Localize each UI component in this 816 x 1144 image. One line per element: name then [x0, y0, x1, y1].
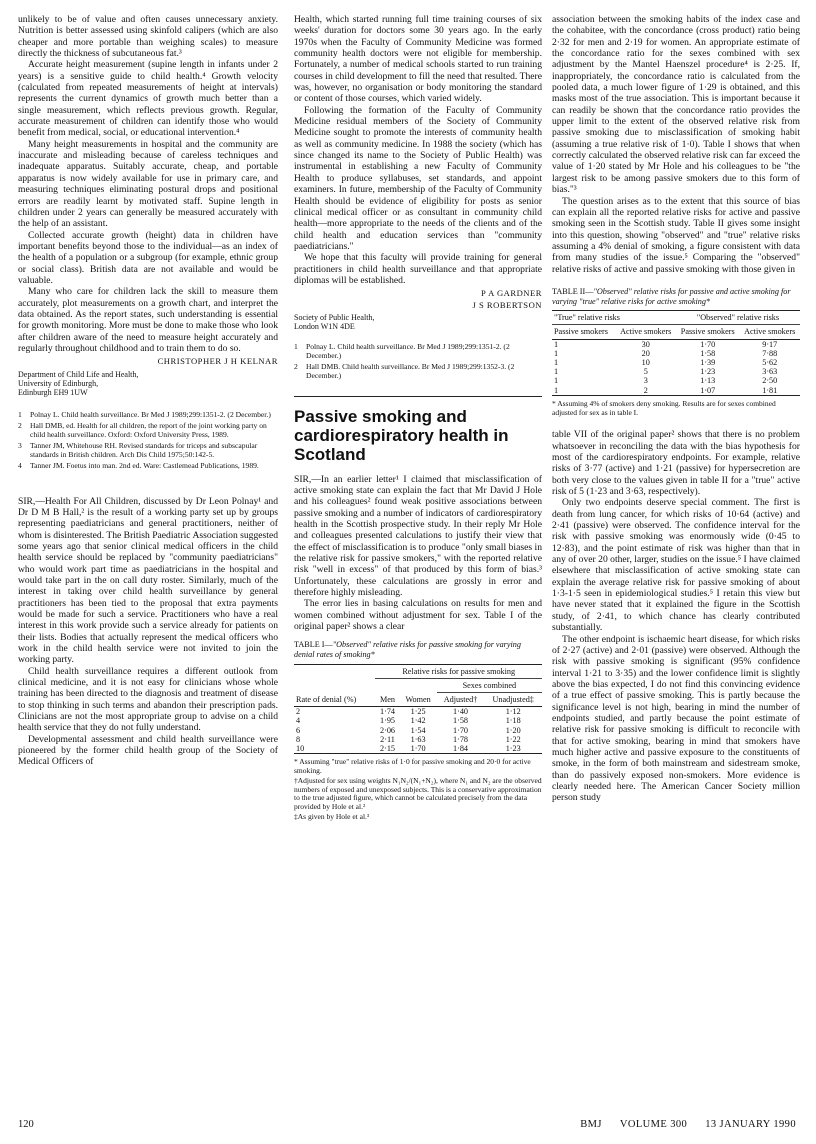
table-cell: 1·39: [700, 357, 716, 367]
column-header: Rate of denial (%): [296, 694, 357, 704]
table-group-header: "True" relative risks: [552, 311, 676, 325]
table-cell: 5: [643, 367, 648, 377]
journal-volume: VOLUME 300: [619, 1119, 688, 1130]
table-cell: 10: [641, 357, 650, 367]
address-line: London W1N 4DE: [294, 322, 355, 332]
paragraph: Collected accurate growth (height) data in children have important benefits beyond those to the individual—as an index of the health of a population or a subgroup (for example, ethnic group or social class). British data are not available and would be valuable.: [18, 229, 278, 286]
references-list: [18, 410, 278, 470]
table-cell: 4: [296, 716, 301, 726]
table-cell: 1·07: [700, 385, 716, 395]
table-cell: 1: [554, 376, 559, 386]
table-group-header: "Observed" relative risks: [676, 311, 800, 325]
table-cell: 3: [643, 376, 648, 386]
table-row: [552, 376, 800, 385]
reference-item: 1 Polnay L. Child health surveillance. Br Med J 1989;299:1351-2. (2 December.): [18, 409, 271, 419]
reference-item: 2 Hall DMB. Child health surveillance. Br Med J 1989;299:1352-3. (2 December.): [294, 361, 515, 380]
table-cell: 7·88: [762, 348, 778, 358]
column-header: Passive smokers: [680, 327, 735, 337]
journal-footer: [580, 1119, 796, 1130]
table-cell: 2·11: [380, 734, 395, 744]
table-cell: 1·54: [410, 725, 426, 735]
references-list: [294, 342, 542, 380]
table-subheader: Sexes combined: [437, 678, 542, 692]
table-cell: 1·18: [505, 716, 521, 726]
table-cell: 1·23: [700, 367, 716, 377]
column-header: Active smokers: [744, 327, 796, 337]
table-cell: 20: [641, 348, 650, 358]
paragraph: Child health surveillance requires a different outlook from clinical medicine, and it is not easy for clinicians whose whole training has been directed to the diagnosis and treatment of disease to stop thinking in such terms and abandon their prescription pads. Clinicians are not the most appropriate group to advise on a child health service that they do not fully understand.: [18, 665, 278, 734]
column-3: [552, 14, 800, 804]
column-1: [18, 14, 278, 768]
table-cell: 1·12: [505, 707, 521, 717]
paragraph: The error lies in basing calculations on results for men and women combined without adjustment for sex. Table I of the original paper² shows a clear: [294, 598, 542, 632]
table-row: [294, 707, 542, 717]
address-line: Society of Public Health,: [294, 312, 375, 322]
table-cell: 1·74: [380, 707, 396, 717]
table-cell: 1·63: [410, 734, 426, 744]
column-header: Men: [380, 694, 396, 704]
table-cell: 1·22: [505, 734, 521, 744]
table-cell: 2: [643, 385, 648, 395]
table-cell: 2·15: [380, 743, 396, 753]
journal-name: BMJ: [580, 1119, 602, 1130]
table-cell: 8: [296, 734, 301, 744]
table-note: * Assuming "true" relative risks of 1·0 for passive smoking and 20·0 for active smoking.: [294, 757, 531, 775]
table-row: [552, 386, 800, 396]
table-row: [552, 358, 800, 367]
table-cell: 1·13: [700, 376, 716, 386]
letter-heading: Passive smoking and cardiorespiratory health in Scotland: [294, 406, 509, 464]
table-cell: 1·23: [505, 743, 521, 753]
table-cell: 30: [641, 339, 650, 349]
address-line: Edinburgh EH9 1UW: [18, 388, 88, 398]
address-line: Department of Child Life and Health,: [18, 369, 139, 379]
table-cell: 6: [296, 725, 301, 735]
table-2-notes: * Assuming 4% of smokers deny smoking. Results are for sexes combined adjusted for sex as in table I.: [552, 398, 776, 417]
paragraph: association between the smoking habits of the index case and the cohabitee, with the concordance (cross product) ratio being 2·32 for men and 2·19 for women. An appropriate estimate of the concordance ratio for the sexes combined with sex adjustment by the Mantel Haenszel procedure⁴ is 2·25. If, inappropriately, the concordance ratio is calculated from the pooled data, a much lower figure of 1·29 is obtained, and this masks most of the true association. This is important because it can readily be shown that the concordance ratio provides the upper limit to the extent of the observed relative risk from passive smoking due to misclassification of smoking habit (assuming a true relative risk of 1·0). Table I shows that when correctly calculated the observed relative risk can far exceed the value of 1·20 stated by Mr Hole and his colleagues to be "the largest risk to be among passive smokers due to this form of bias."³: [552, 14, 800, 196]
author-address: [18, 370, 278, 398]
paragraph: SIR,—Health For All Children, discussed by Dr Leon Polnay¹ and Dr D M B Hall,² is the result of a working party set up by groups representing paediatricians and general practitioners, neither of whom is disinterested. The British Paediatric Association suggested some years ago that senior clinical medical officers in the child health service should be replaced by "community paediatricians" who would work part time as paediatricians in the hospital and would take part in the on call duty roster. Similarly, much of the interest in taking over child health surveillance by general practitioners has been tied to the proposal that extra payments would be made for such a service. Practitioners who have a real interest in this work provide such a service already for patients on their lists. Bodies that actually represent the medical officers who work in the child health service were not invited to join the working party.: [18, 495, 278, 666]
table-cell: 5·62: [762, 357, 778, 367]
paragraph: unlikely to be of value and often causes unnecessary anxiety. Nutrition is better assessed using skinfold calipers (which are also cheaper and more portable than weighing scales) to measure directly the thickness of subcutaneous fat.³: [18, 14, 278, 60]
reference-item: 3 Tanner JM, Whitehouse RH. Revised standards for triceps and subscapular standards in British children. Arch Dis Child 1975;50:142-5.: [18, 440, 258, 459]
table-cell: 1·70: [453, 725, 469, 735]
table-cell: 1·70: [410, 743, 426, 753]
paragraph: Many height measurements in hospital and the community are inaccurate and misleading because of careless techniques and inadequate apparatus. Suitably accurate, cheap, and portable apparatus is now widely available for use in primary care, and measuring techniques eliminating postural drops and positional errors are readily learnt by motivated staff. Supine length in children under 2 years can generally be measured accurately with the help of an assistant.: [18, 138, 278, 230]
table-cell: 1·95: [380, 716, 396, 726]
table-cell: 10: [296, 743, 305, 753]
paragraph: Following the formation of the Faculty of Community Medicine residual members of the Society of Community Medicine sought to promote the interests of community health as well as community medicine. In 1988 the society (which has since changed its name to the Society of Public Health) was instrumental in establishing a new Faculty of Community Health to produce syllabuses, set standards, and appoint examiners. In future, membership of the Faculty of Community Health should be evidence of eligibility for posts as senior clinical medical officer or as consultant in community child health—more appropriate to the needs of the clients and of the child health and education services than "community paediatricians.": [294, 104, 542, 252]
column-header: Women: [405, 694, 431, 704]
table-2-caption: TABLE II—"Observed" relative risks for passive and active smoking for varying "true" relative risks for active smoking*: [552, 286, 791, 306]
author-signature: CHRISTOPHER J H KELNAR: [157, 356, 278, 367]
paragraph: Accurate height measurement (supine length in infants under 2 years) is a sensitive guide to child health.⁴ Growth velocity (calculated from repeated measurements of height at intervals) represents the current dynamics of growth much better than a single measurement, which reflects previous growth. Regular, accurate measurement of children can identify those who would benefit from medical, social, or educational intervention.⁴: [18, 59, 278, 139]
paragraph: Health, which started running full time training courses of six weeks' duration for doctors some 30 years ago. In the early 1970s when the Faculty of Community Medicine was formed community health doctors were not eligible for membership. Fortunately, a number of medical schools started to run training courses in child development to fill the need that resulted. There was, however, no organisation or body monitoring the standard or content of those courses, which varied widely.: [294, 14, 542, 105]
table-cell: 1: [554, 357, 559, 367]
table-cell: 1·58: [453, 716, 469, 726]
table-row: [552, 367, 800, 376]
table-cell: 1: [554, 385, 559, 395]
table-cell: 2·06: [380, 725, 396, 735]
table-note: ‡As given by Hole et al.³: [294, 811, 370, 821]
table-cell: 2·50: [762, 376, 778, 386]
author-signature: J S ROBERTSON: [472, 299, 542, 310]
table-cell: 1: [554, 339, 559, 349]
author-address: [294, 313, 542, 332]
table-cell: 1·70: [700, 339, 716, 349]
column-header: Unadjusted‡: [492, 694, 534, 704]
paragraph: Many who care for children lack the skill to measure them accurately, plot measurements on a growth chart, and interpret the data obtained. As the report states, such understanding is essential for growth monitoring. More must be done to make those who look after children aware of the need to measure height accurately and regularly throughout childhood and to train them to do so.: [18, 286, 278, 354]
table-cell: 1·84: [453, 743, 469, 753]
table-row: [294, 735, 542, 744]
table-cell: 1: [554, 348, 559, 358]
address-line: University of Edinburgh,: [18, 378, 99, 388]
reference-item: 1 Polnay L. Child health surveillance. Br Med J 1989;299:1351-2. (2 December.): [294, 341, 510, 360]
table-cell: 1·58: [700, 348, 716, 358]
table-cell: 1·40: [453, 707, 469, 717]
paragraph: We hope that this faculty will provide training for general practitioners in child health surveillance and that appropriate diplomas will be established.: [294, 252, 542, 286]
table-cell: 1·81: [762, 385, 778, 395]
column-header: Passive smokers: [554, 327, 608, 337]
table-cell: 1·25: [410, 707, 426, 717]
author-signature: P A GARDNER: [480, 288, 542, 299]
table-row: [294, 744, 542, 754]
page-number: 120: [18, 1119, 34, 1130]
table-2: [552, 310, 800, 396]
reference-item: 2 Hall DMB, ed. Health for all children, the report of the joint working party on child health surveillance. Oxford: Oxford University Press, 1989.: [18, 420, 267, 439]
reference-item: 4 Tanner JM. Foetus into man. 2nd ed. Ware: Castlemead Publications, 1989.: [18, 460, 259, 470]
table-group-header: Relative risks for passive smoking: [375, 664, 542, 678]
table-note: †Adjusted for sex using weights N₁N₂/(N₁+N₂), where N₁ and N₂ are the observed numbers of exposed and unexposed subjects. This is a conservative approximation to the true adjusted figure, which cannot be calculated precisely from the data provided by Hole et al.²: [294, 775, 542, 812]
table-cell: 1·20: [505, 725, 521, 735]
column-2: [294, 14, 542, 823]
column-header: Active smokers: [620, 327, 672, 337]
table-1-notes: [294, 758, 542, 822]
paragraph: table VII of the original paper² shows that there is no problem whatsoever in reconciling the data with the bias hypothesis for most of the cardiorespiratory endpoints. For example, relative risks of 3·77 (active) and 1·21 (passive) for hypersecretion are both very close to the values given in table II for a "true" active risk of 5 (1·23 and 3·63, respectively).: [552, 429, 800, 498]
table-row: [552, 349, 800, 358]
table-row: [552, 339, 800, 349]
paragraph: Developmental assessment and child health surveillance were pioneered by the former child health group of the Society of Medical Officers of: [18, 733, 278, 768]
paragraph: SIR,—In an earlier letter¹ I claimed that misclassification of active smoking state can explain the fact that Mr David J Hole and his colleagues² found weak positive associations between passive smoking and a number of indicators of cardiorespiratory health in the Scottish prospective study. In their reply Mr Hole and colleagues presented calculations to justify their view that the effect of misclassification is to produce "only small biases in the relative risk for passive smokers," with the reported relative risk "well in excess" of that produced by this form of bias.³ Unfortunately, these calculations are grossly in error and therefore highly misleading.: [294, 473, 542, 598]
table-cell: 2: [296, 707, 301, 717]
paragraph: Only two endpoints deserve special comment. The first is death from lung cancer, for which risks of 10·64 (active) and 2·41 (passive) were observed. The confidence interval for the risk with passive smoking was enormously wide (0·45 to 12·83), and the point estimate of risk was higher than that in any of over 20 other, larger, studies on the issue.⁵ I have claimed elsewhere that misclassification of active smoking state can explain the average relative risk for passive smoking of about 1·3-1·5 seen in epidemiological studies.⁵ I retain this view but have never stated that it explained the figure in the Scottish study, of 2·41, to which chance has clearly contributed substantially.: [552, 497, 800, 634]
table-cell: 1·78: [453, 734, 469, 744]
table-1-caption: TABLE I—"Observed" relative risks for passive smoking for varying denial rates of smoking*: [294, 640, 521, 659]
paragraph: The other endpoint is ischaemic heart disease, for which risks of 2·27 (active) and 2·01 (passive) were observed. Although the risk with passive smoking is significant (95% confidence interval 1·21 to 3·35) and the lower confidence limit is slightly above the bias expected, I do not find this convincing evidence of a true effect of passive smoking. This is partly because the significance level is not high, bearing in mind the number of endpoints studied, and partly because the point estimate of relative risk for passive smoking is difficult to reconcile with that for active smoking, bearing in mind that smokers have much higher active and passive exposure to the constituents of smoke, in the form of both mainstream and sidestream smoke, than do passively exposed non-smokers. More evidence is clearly needed here. The American Cancer Society million person study: [552, 633, 800, 804]
table-cell: 1: [554, 367, 559, 377]
table-cell: 1·42: [410, 716, 426, 726]
column-header: Adjusted†: [443, 694, 478, 704]
table-1: [294, 664, 542, 755]
table-cell: 3·63: [762, 367, 778, 377]
table-row: [294, 726, 542, 735]
journal-date: 13 JANUARY 1990: [705, 1119, 796, 1130]
table-row: [294, 716, 542, 725]
section-divider: [294, 396, 542, 397]
paragraph: The question arises as to the extent that this source of bias can explain all the reported relative risks for active and passive smoking seen in the Scottish study. Table II gives some insight into this question, showing "observed" and "true" relative risks assuming a 4% denial of smoking, a figure consistent with data from many studies of the issue.⁵ Comparing the "observed" relative risks of active and passive smoking with those given in: [552, 195, 800, 275]
table-cell: 9·17: [762, 339, 778, 349]
